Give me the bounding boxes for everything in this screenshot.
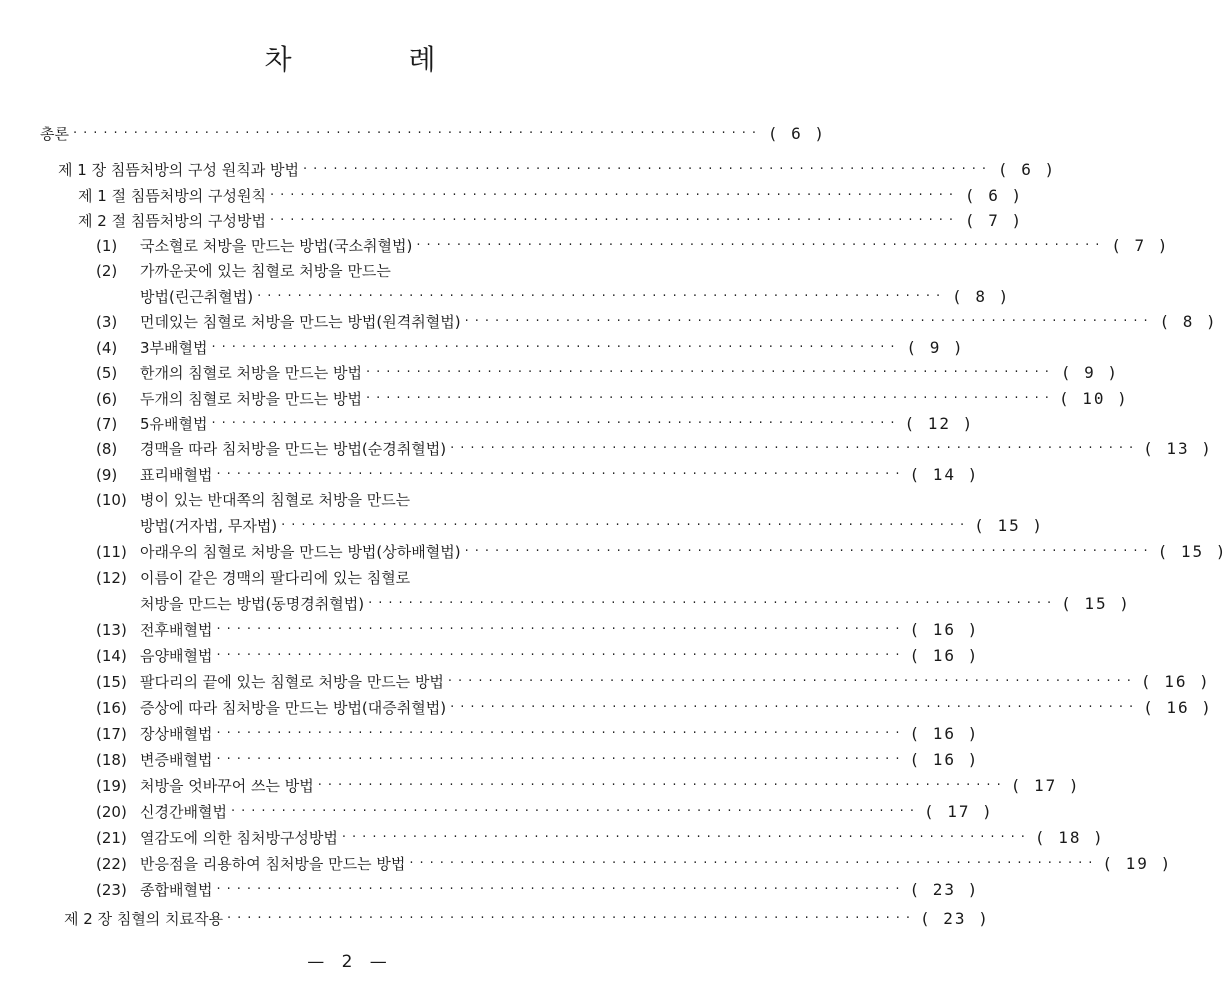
toc-entry-label: 5유배혈법: [140, 415, 208, 433]
toc-entry-item: [96, 335, 965, 361]
toc-entry-item: [96, 669, 1211, 695]
toc-entry-label: 반응점을 리용하여 침처방을 만드는 방법: [140, 855, 406, 873]
toc-entry-label: 3부배혈법: [140, 339, 208, 357]
toc-entry-number: (11): [96, 543, 127, 561]
toc-entry-item: [96, 360, 1120, 386]
leader-dots: ····································································: [416, 238, 1106, 253]
toc-entry-item: [96, 309, 1218, 335]
toc-entry-label: 표리배혈법: [140, 466, 213, 484]
toc-entry-item: [96, 825, 1105, 851]
toc-entry-label: 먼데있는 침혈로 처방을 만드는 방법(원격취혈법): [140, 313, 461, 331]
toc-entry-number: (7): [96, 415, 118, 433]
leader-dots: ····································································: [230, 804, 920, 819]
toc-entry-page: ( 16 ): [1143, 698, 1213, 717]
leader-dots: ····································································: [211, 340, 901, 355]
leader-dots: ····································································: [216, 648, 906, 663]
toc-entry-label: 제 1 장 침뜸처방의 구성 원칙과 방법: [58, 161, 300, 179]
toc-entry-label: 장상배혈법: [140, 725, 213, 743]
toc-entry-item: [96, 877, 980, 903]
leader-dots: ····································································: [72, 126, 762, 141]
toc-entry-label: 이름이 같은 경맥의 팔다리에 있는 침혈로: [140, 569, 411, 587]
toc-entry-number: (20): [96, 803, 127, 821]
toc-entry-label: 제 1 절 침뜸처방의 구성원칙: [78, 187, 267, 205]
toc-entry-label: 방법(린근취혈법): [140, 288, 254, 306]
toc-entry-number: (3): [96, 313, 118, 331]
toc-entry-item: [96, 411, 975, 437]
toc-entry-item: [96, 747, 980, 773]
toc-entry-item: [96, 851, 1173, 877]
leader-dots: ····································································: [216, 882, 906, 897]
toc-entry-page: ( 12 ): [904, 414, 975, 433]
toc-entry-label: 제 2 장 침혈의 치료작용: [64, 910, 224, 928]
leader-dots: ····································································: [365, 365, 1055, 380]
toc-entry-number: (9): [96, 466, 118, 484]
toc-entry-number: (14): [96, 647, 127, 665]
toc-entry-number: (19): [96, 777, 127, 795]
toc-entry-number: (13): [96, 621, 127, 639]
page-number: — 2 —: [307, 952, 393, 972]
toc-entry-number: (15): [96, 673, 127, 691]
toc-entry-page: ( 8 ): [952, 287, 1011, 306]
toc-entry-item: [96, 436, 1213, 462]
toc-entry-page: ( 16 ): [909, 724, 980, 743]
toc-entry-page: ( 16 ): [909, 750, 980, 769]
toc-entry-label: 병이 있는 반대쪽의 침혈로 처방을 만드는: [140, 491, 411, 509]
leader-dots: ····································································: [317, 778, 1007, 793]
toc-entry-label: 종합배혈법: [140, 881, 213, 899]
leader-dots: ····································································: [216, 467, 906, 482]
page-title: 차 례: [264, 43, 490, 76]
leader-dots: ····································································: [303, 162, 993, 177]
toc-entry-item: [96, 539, 1227, 565]
toc-entry-page: ( 16 ): [1140, 672, 1211, 691]
toc-entry-item-continued: [140, 591, 1131, 617]
toc-entry-page: ( 13 ): [1143, 439, 1213, 458]
toc-entry-number: (17): [96, 725, 127, 743]
toc-entry-page: ( 6 ): [964, 186, 1024, 205]
toc-entry-number: (1): [96, 237, 118, 255]
toc-entry-item: [96, 487, 660, 513]
leader-dots: ····································································: [450, 441, 1140, 456]
toc-entry-page: ( 7 ): [1111, 236, 1170, 255]
leader-dots: ····································································: [216, 726, 906, 741]
leader-dots: ····································································: [365, 391, 1055, 406]
toc-entry-label: 제 2 절 침뜸처방의 구성방법: [78, 212, 267, 230]
toc-entry-page: ( 23 ): [920, 909, 990, 928]
toc-entry-page: ( 9 ): [906, 338, 965, 357]
leader-dots: ····································································: [341, 830, 1031, 845]
leader-dots: ····································································: [257, 289, 947, 304]
toc-entry-page: ( 15 ): [1061, 594, 1131, 613]
toc-entry-section-2: [78, 208, 1024, 234]
leader-dots: ····································································: [270, 188, 960, 203]
toc-entry-number: (8): [96, 440, 118, 458]
toc-entry-number: (12): [96, 569, 127, 587]
toc-entry-page: ( 10 ): [1058, 389, 1129, 408]
toc-entry-chapter-1: [58, 157, 1057, 183]
toc-entry-label: 방법(거자법, 무자법): [140, 517, 278, 535]
toc-entry-item: [96, 695, 1213, 721]
leader-dots: ····································································: [464, 544, 1154, 559]
toc-entry-number: (16): [96, 699, 127, 717]
toc-entry-page: ( 14 ): [909, 465, 980, 484]
toc-entry-number: (23): [96, 881, 127, 899]
toc-entry-page: ( 16 ): [909, 620, 980, 639]
leader-dots: ····································································: [368, 596, 1058, 611]
toc-entry-item: [96, 721, 980, 747]
toc-entry-page: ( 17 ): [1010, 776, 1081, 795]
toc-entry-chapter-2: [64, 906, 990, 932]
toc-entry-number: (4): [96, 339, 118, 357]
toc-entry-label: 처방을 엇바꾸어 쓰는 방법: [140, 777, 314, 795]
toc-entry-page: ( 9 ): [1060, 363, 1120, 382]
leader-dots: ····································································: [270, 213, 960, 228]
leader-dots: ····································································: [450, 700, 1140, 715]
leader-dots: ····································································: [211, 416, 901, 431]
toc-entry-page: ( 6 ): [997, 160, 1057, 179]
toc-entry-item: [96, 233, 1170, 259]
toc-entry-label: 경맥을 따라 침처방을 만드는 방법(순경취혈법): [140, 440, 447, 458]
toc-entry-general: [40, 121, 827, 147]
toc-entry-number: (18): [96, 751, 127, 769]
toc-entry-label: 한개의 침혈로 처방을 만드는 방법: [140, 364, 362, 382]
leader-dots: ····································································: [447, 674, 1137, 689]
toc-entry-section-1: [78, 183, 1024, 209]
toc-entry-number: (10): [96, 491, 127, 509]
toc-entry-label: 변증배혈법: [140, 751, 213, 769]
toc-entry-label: 두개의 침혈로 처방을 만드는 방법: [140, 390, 362, 408]
toc-entry-page: ( 19 ): [1102, 854, 1173, 873]
toc-entry-label: 총론: [40, 125, 69, 143]
toc-entry-page: ( 16 ): [909, 646, 980, 665]
toc-entry-number: (6): [96, 390, 118, 408]
toc-entry-item: [96, 258, 660, 284]
toc-entry-label: 열감도에 의한 침처방구성방법: [140, 829, 338, 847]
toc-entry-item-continued: [140, 513, 1044, 539]
toc-entry-page: ( 17 ): [923, 802, 994, 821]
toc-entry-item: [96, 462, 980, 488]
toc-entry-label: 신경간배혈법: [140, 803, 227, 821]
toc-entry-label: 가까운곳에 있는 침혈로 처방을 만드는: [140, 262, 391, 280]
leader-dots: ····································································: [216, 752, 906, 767]
toc-entry-item: [96, 799, 994, 825]
toc-entry-number: (22): [96, 855, 127, 873]
toc-entry-item: [96, 643, 980, 669]
toc-entry-page: ( 6 ): [767, 124, 827, 143]
leader-dots: ····································································: [227, 911, 917, 926]
toc-entry-item: [96, 386, 1129, 412]
toc-entry-page: ( 18 ): [1034, 828, 1105, 847]
toc-entry-page: ( 23 ): [909, 880, 980, 899]
toc-entry-label: 음양배혈법: [140, 647, 213, 665]
toc-entry-label: 아래우의 침혈로 처방을 만드는 방법(상하배혈법): [140, 543, 461, 561]
toc-entry-label: 증상에 따라 침처방을 만드는 방법(대증취혈법): [140, 699, 447, 717]
toc-entry-label: 팔다리의 끝에 있는 침혈로 처방을 만드는 방법: [140, 673, 444, 691]
leader-dots: ····································································: [216, 622, 906, 637]
toc-entry-item: [96, 773, 1081, 799]
toc-entry-label: 국소혈로 처방을 만드는 방법(국소취혈법): [140, 237, 413, 255]
toc-entry-page: ( 8 ): [1159, 312, 1218, 331]
toc-entry-page: ( 15 ): [1157, 542, 1227, 561]
toc-entry-item: [96, 565, 660, 591]
toc-entry-page: ( 7 ): [964, 211, 1024, 230]
toc-entry-item: [96, 617, 980, 643]
leader-dots: ····································································: [409, 856, 1099, 871]
leader-dots: ····································································: [281, 518, 971, 533]
toc-entry-number: (5): [96, 364, 118, 382]
toc-entry-page: ( 15 ): [974, 516, 1044, 535]
toc-entry-number: (2): [96, 262, 118, 280]
toc-entry-label: 처방을 만드는 방법(동명경취혈법): [140, 595, 365, 613]
toc-entry-number: (21): [96, 829, 127, 847]
toc-entry-item-continued: [140, 284, 1011, 310]
toc-entry-label: 전후배혈법: [140, 621, 213, 639]
leader-dots: ····································································: [464, 314, 1154, 329]
